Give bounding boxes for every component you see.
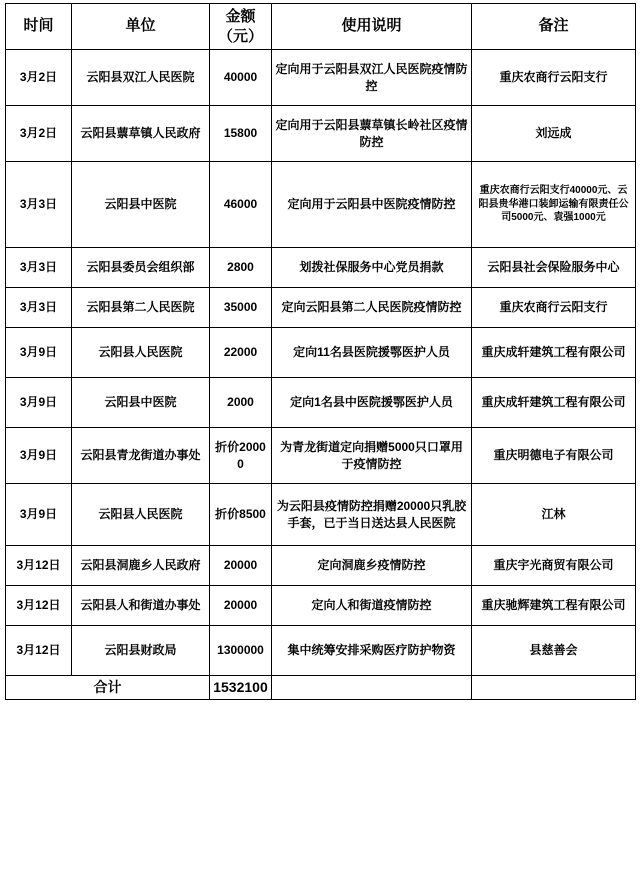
cell-note: 江林 bbox=[472, 484, 636, 546]
cell-amount: 1300000 bbox=[210, 626, 272, 676]
cell-note: 重庆宇光商贸有限公司 bbox=[472, 546, 636, 586]
cell-date: 3月2日 bbox=[6, 106, 72, 162]
cell-amount: 2000 bbox=[210, 378, 272, 428]
cell-description: 定向11名县医院援鄂医护人员 bbox=[272, 328, 472, 378]
cell-note: 刘远成 bbox=[472, 106, 636, 162]
table-row bbox=[6, 106, 636, 162]
column-header-amount-line2: （元） bbox=[217, 27, 263, 45]
column-header-unit: 单位 bbox=[72, 4, 210, 50]
table-total-row bbox=[6, 676, 636, 700]
table-row bbox=[6, 428, 636, 484]
cell-unit: 云阳县第二人民医院 bbox=[72, 288, 210, 328]
cell-note: 重庆明德电子有限公司 bbox=[472, 428, 636, 484]
donation-usage-table bbox=[5, 3, 636, 700]
cell-description: 定向用于云阳县双江人民医院疫情防控 bbox=[272, 50, 472, 106]
cell-amount: 22000 bbox=[210, 328, 272, 378]
cell-date: 3月2日 bbox=[6, 50, 72, 106]
cell-description: 集中统筹安排采购医疗防护物资 bbox=[272, 626, 472, 676]
table-footer bbox=[6, 676, 636, 700]
cell-unit: 云阳县人民医院 bbox=[72, 484, 210, 546]
column-header-amount-line1: 金额 bbox=[225, 8, 256, 25]
cell-date: 3月9日 bbox=[6, 484, 72, 546]
column-header-note: 备注 bbox=[472, 4, 636, 50]
cell-unit: 云阳县中医院 bbox=[72, 378, 210, 428]
total-label: 合计 bbox=[6, 676, 210, 700]
cell-amount: 20000 bbox=[210, 586, 272, 626]
cell-note: 重庆农商行云阳支行 bbox=[472, 288, 636, 328]
total-description-blank bbox=[272, 676, 472, 700]
table-row bbox=[6, 328, 636, 378]
cell-unit: 云阳县人和街道办事处 bbox=[72, 586, 210, 626]
table-row bbox=[6, 626, 636, 676]
cell-description: 为云阳县疫情防控捐赠20000只乳胶手套，已于当日送达县人民医院 bbox=[272, 484, 472, 546]
cell-unit: 云阳县中医院 bbox=[72, 162, 210, 248]
table-row bbox=[6, 162, 636, 248]
cell-description: 定向洞鹿乡疫情防控 bbox=[272, 546, 472, 586]
cell-date: 3月12日 bbox=[6, 586, 72, 626]
cell-date: 3月3日 bbox=[6, 248, 72, 288]
cell-description: 定向1名县中医院援鄂医护人员 bbox=[272, 378, 472, 428]
cell-description: 定向人和街道疫情防控 bbox=[272, 586, 472, 626]
cell-description: 定向用于云阳县蔈草镇长岭社区疫情防控 bbox=[272, 106, 472, 162]
table-row bbox=[6, 484, 636, 546]
cell-note: 县慈善会 bbox=[472, 626, 636, 676]
cell-note: 重庆成轩建筑工程有限公司 bbox=[472, 328, 636, 378]
table-header-row bbox=[6, 4, 636, 50]
cell-amount: 35000 bbox=[210, 288, 272, 328]
table-row bbox=[6, 50, 636, 106]
cell-note: 重庆成轩建筑工程有限公司 bbox=[472, 378, 636, 428]
column-header-description: 使用说明 bbox=[272, 4, 472, 50]
cell-date: 3月9日 bbox=[6, 328, 72, 378]
cell-date: 3月12日 bbox=[6, 626, 72, 676]
column-header-amount bbox=[210, 4, 272, 50]
cell-amount: 40000 bbox=[210, 50, 272, 106]
table-body bbox=[6, 50, 636, 676]
cell-unit: 云阳县青龙街道办事处 bbox=[72, 428, 210, 484]
cell-date: 3月3日 bbox=[6, 162, 72, 248]
total-value: 1532100 bbox=[210, 676, 272, 700]
table-row bbox=[6, 248, 636, 288]
cell-date: 3月9日 bbox=[6, 378, 72, 428]
cell-description: 定向云阳县第二人民医院疫情防控 bbox=[272, 288, 472, 328]
cell-unit: 云阳县双江人民医院 bbox=[72, 50, 210, 106]
cell-unit: 云阳县委员会组织部 bbox=[72, 248, 210, 288]
cell-date: 3月12日 bbox=[6, 546, 72, 586]
cell-description: 划拨社保服务中心党员捐款 bbox=[272, 248, 472, 288]
cell-amount: 折价20000 bbox=[210, 428, 272, 484]
table-row bbox=[6, 288, 636, 328]
cell-unit: 云阳县人民医院 bbox=[72, 328, 210, 378]
cell-note: 云阳县社会保险服务中心 bbox=[472, 248, 636, 288]
cell-unit: 云阳县财政局 bbox=[72, 626, 210, 676]
table-row bbox=[6, 546, 636, 586]
column-header-date: 时间 bbox=[6, 4, 72, 50]
cell-unit: 云阳县洞鹿乡人民政府 bbox=[72, 546, 210, 586]
cell-date: 3月9日 bbox=[6, 428, 72, 484]
table-row bbox=[6, 378, 636, 428]
cell-amount: 20000 bbox=[210, 546, 272, 586]
cell-description: 定向用于云阳县中医院疫情防控 bbox=[272, 162, 472, 248]
cell-amount: 46000 bbox=[210, 162, 272, 248]
cell-amount: 折价8500 bbox=[210, 484, 272, 546]
cell-note: 重庆农商行云阳支行40000元、云阳县贵华港口装卸运输有限责任公司5000元、袁强1000元 bbox=[472, 162, 636, 248]
cell-amount: 15800 bbox=[210, 106, 272, 162]
cell-amount: 2800 bbox=[210, 248, 272, 288]
cell-description: 为青龙街道定向捐赠5000只口罩用于疫情防控 bbox=[272, 428, 472, 484]
cell-unit: 云阳县蔈草镇人民政府 bbox=[72, 106, 210, 162]
cell-note: 重庆驰辉建筑工程有限公司 bbox=[472, 586, 636, 626]
table-header bbox=[6, 4, 636, 50]
table-row bbox=[6, 586, 636, 626]
total-note-blank bbox=[472, 676, 636, 700]
cell-date: 3月3日 bbox=[6, 288, 72, 328]
cell-note: 重庆农商行云阳支行 bbox=[472, 50, 636, 106]
